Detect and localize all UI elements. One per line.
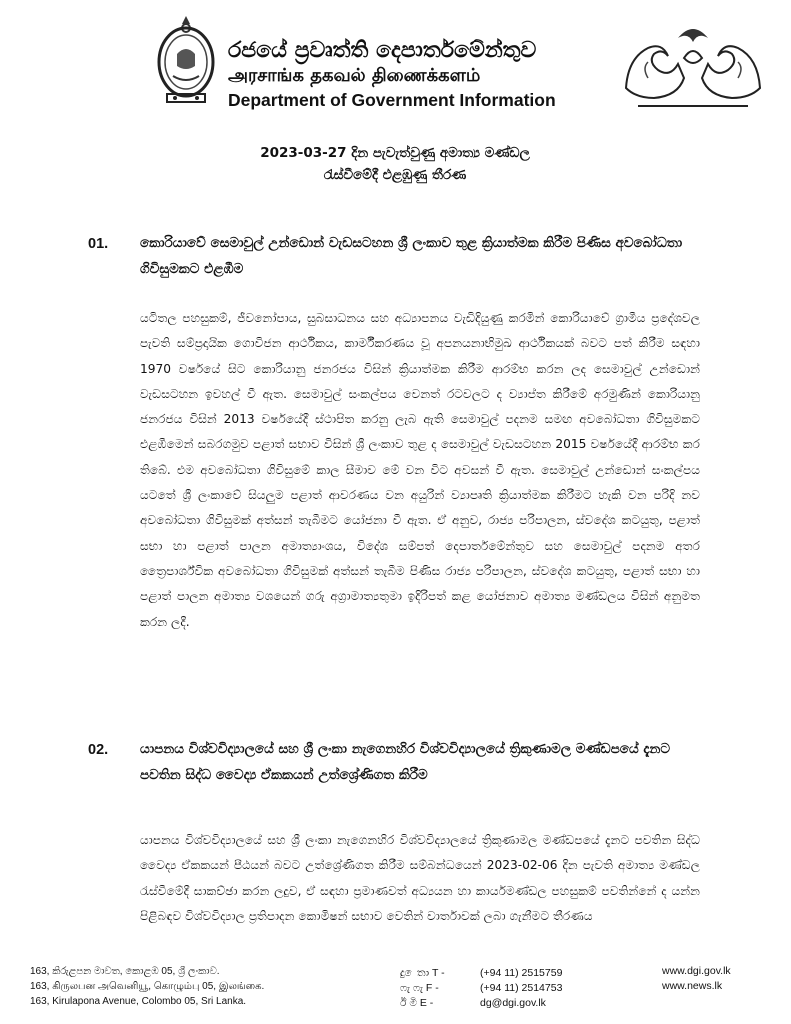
item-number: 02. <box>88 742 109 758</box>
ornamental-swans-icon <box>618 18 768 112</box>
item-heading: කොරියාවේ සෙමාවුල් උන්ඩොන් වැඩසටහන ශ්‍රී ලංකාව තුළ ක්‍රියාත්මක කිරීම පිණිස අවබෝධතා ගිවිසුමකට එළඹීම <box>140 235 683 277</box>
org-name-sinhala: රජයේ ප්‍රවෘත්ති දෙපාර්තමේන්තුව <box>228 38 537 63</box>
fax-row <box>400 981 562 996</box>
fax-number: (+94 11) 2514753 <box>480 982 563 994</box>
address-block <box>30 964 264 1009</box>
letter-footer <box>0 962 791 1024</box>
org-name-tamil: அரசாங்க தகவல் திணைக்களம் <box>228 65 481 86</box>
email-row <box>400 996 562 1011</box>
letterhead <box>0 0 791 120</box>
email-address: dg@dgi.gov.lk <box>480 997 546 1009</box>
email-label: ඊ මි E - <box>400 997 434 1009</box>
item-heading: යාපනය විශ්වවිද්‍යාලයේ සහ ශ්‍රී ලංකා නැගෙනහිර විශ්වවිද්‍යාලයේ ත්‍රිකුණාමල මණ්ඩපයේ දැනට පවතින සිද්ධ වෛද්‍ය ඒකකයන් උත්ශ්‍රේණිගත කිරීම <box>140 741 671 783</box>
sri-lanka-emblem-icon <box>155 14 217 106</box>
phone-number: (+94 11) 2515759 <box>480 967 563 979</box>
item-body: යටිතල පහසුකම්, ජීවනෝපාය, සුබසාධනය සහ අධ්‍යාපනය වැඩිදියුණු කරමින් කොරියාවේ ග්‍රාමීය ප්‍රදේශවල පැවති සම්ප්‍රදායික ගොවිජන ආර්ථිකය, කාර්මීකරණය වූ අපනයනාභිමුඛ ආර්ථිකයක් බවට පත් කිරීම සඳහා 1970 වර්ෂයේ සිට කොරියානු ජනරජය විසින් ක්‍රියාත්මක කිරීම ආරම්භ කරන ලද සෙමාවුල් උන්ඩොන් වැඩසටහන ඉවහල් වී ඇත. සෙමාවුල් සංකල්පය වෙනත් රටවලට ද ව්‍යාප්ත කිරීමේ අරමුණින් කොරියානු ජනරජය විසින් 2013 වර්ෂයේදී ස්ථාපිත කරනු ලැබ ඇති සෙමාවුල් පදනම සමඟ අවබෝධතා ගිවිසුමකට එළඹීමෙන් සබරගමුව පළාත් සභාව විසින් ශ්‍රී ලංකාව තුළ ද සෙමාවුල් වැඩසටහන 2015 වර්ෂයේදී ආරම්භ කර තිබේ. එම අවබෝධතා ගිවිසුමේ කාල සීමාව මේ වන විට අවසන් වී ඇත. සෙමාවුල් උන්ඩොන් සංකල්පය යටතේ ශ්‍රී ලංකාවේ සියලුම පළාත් ආවරණය වන අයුරින් ව්‍යාපෘති ක්‍රියාත්මක කිරීමට හැකි වන පරිදි නව අවබෝධතා ගිවිසුමක් අත්සන් තැබීමට යෝජනා වී ඇත. ඒ අනුව, රාජ්‍ය පරිපාලන, ස්වදේශ කටයුතු, පළාත් සභා හා පළාත් පාලන අමාත්‍යාංශය, විදේශ සම්පත් දෙපාර්තමේන්තුව සහ සෙමාවුල් පදනම අතර ත්‍රෛපාර්ශ්වික අවබෝධතා ගිවිසුමක් අත්සන් තැබීම පිණිස රාජ්‍ය පරිපාලන, ස්වදේශ කටයුතු, පළාත් සභා හා පළාත් පාලන අමාත්‍ය වශයෙන් ගරු අග්‍රාමාත්‍යතුමා ඉදිරිපත් කළ යෝජනාව අමාත්‍ය මණ්ඩලය විසින් අනුමත කරන ලදී. <box>140 311 700 629</box>
item-body: යාපනය විශ්වවිද්‍යාලයේ සහ ශ්‍රී ලංකා නැගෙනහිර විශ්වවිද්‍යාලයේ ත්‍රිකුණාමල මණ්ඩපයේ දැනට පවතින සිද්ධ වෛද්‍ය ඒකකයන් පීඨයන් බවට උත්ශ්‍රේණිගත කිරීම සම්බන්ධයෙන් 2023-02-06 දින පැවති අමාත්‍ය මණ්ඩල රැස්වීමේදී සාකච්ඡා කරන ලදුව, ඒ සඳහා ප්‍රමාණවත් අධ්‍යයන හා කාර්යමණ්ඩල පහසුකම් පවතින්නේ ද යන්න පිළිබඳව විශ්වවිද්‍යාල ප්‍රතිපාදන කොමිෂන් සභාව වෙතින් වාර්තාවක් ලබා ගැනීමට තීරණය <box>140 833 700 923</box>
address-tamil: 163, கிருலபன அவெனியூ, கொழும்பு 05, இலங்கை. <box>30 981 265 992</box>
contact-block <box>400 966 562 1011</box>
item-number: 01. <box>88 236 109 252</box>
website-link[interactable]: www.news.lk <box>662 980 723 992</box>
phone-label: දු ෙතා T - <box>400 967 445 979</box>
address-sinhala: 163, කිරුළපන මාවත, කොළඹ 05, ශ්‍රී ලංකාව. <box>30 966 220 977</box>
org-name-english: Department of Government Information <box>228 90 556 110</box>
phone-row <box>400 966 562 981</box>
organization-name <box>228 38 608 112</box>
websites <box>662 964 731 994</box>
document-title <box>180 142 610 186</box>
title-line-1: 2023-03-27 දින පැවැත්වුණු අමාත්‍ය මණ්ඩල <box>260 145 530 161</box>
title-line-2: රැස්වීමේදී එළඹුණු තීරණ <box>323 167 467 183</box>
fax-label: ෆැ ෆැ F - <box>400 982 439 994</box>
website-link[interactable]: www.dgi.gov.lk <box>662 965 731 977</box>
address-english: 163, Kirulapona Avenue, Colombo 05, Sri Lanka. <box>30 996 247 1007</box>
